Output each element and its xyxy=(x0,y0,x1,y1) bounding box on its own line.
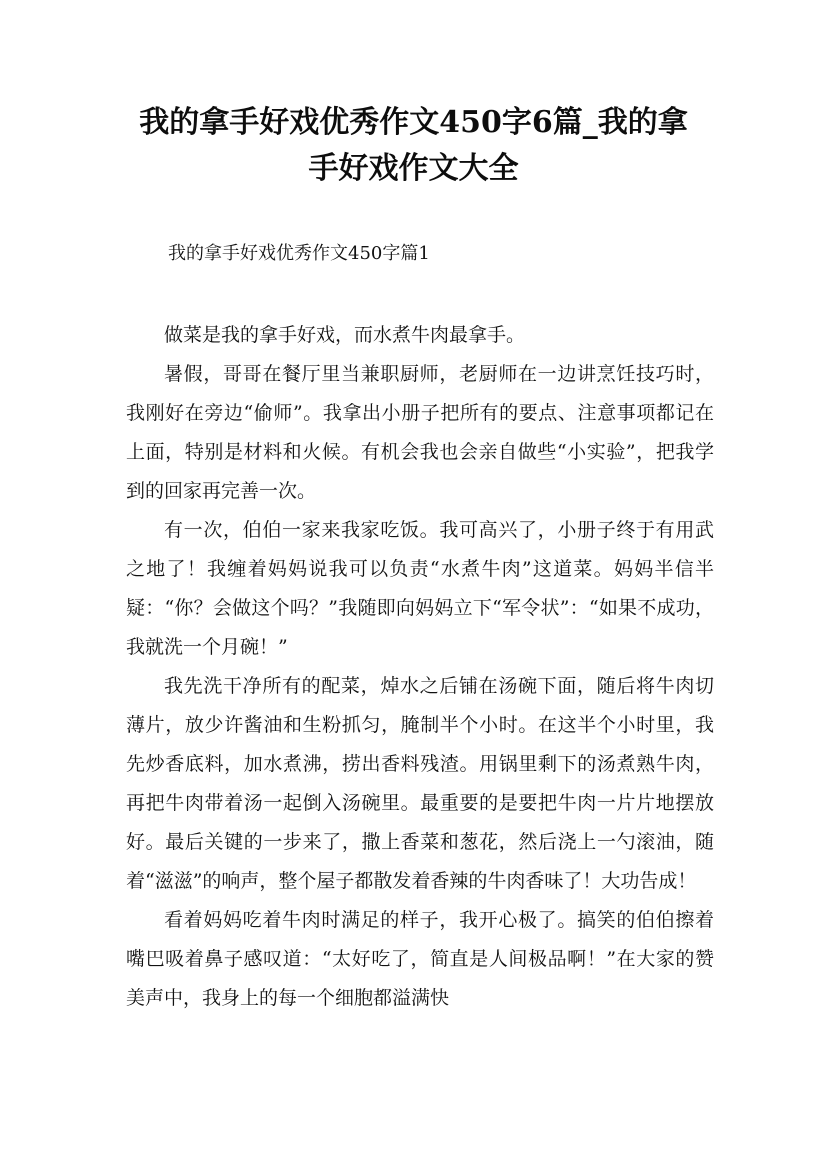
paragraph: 做菜是我的拿手好戏，而水煮牛肉最拿手。 xyxy=(164,324,526,346)
paragraph: 看着妈妈吃着牛肉时满足的样子，我开心极了。搞笑的伯伯擦着嘴巴吸着鼻子感叹道：“太好吃了，简直是人间极品啊！”在大家的赞美声中，我身上的每一个细胞都溢满快 xyxy=(126,909,714,1009)
title-line-1: 我的拿手好戏优秀作文450字6篇_我的拿 xyxy=(139,105,688,140)
section-heading: 我的拿手好戏优秀作文450字篇1 xyxy=(168,243,430,264)
document-title xyxy=(100,100,727,192)
paragraph: 我先洗干净所有的配菜，焯水之后铺在汤碗下面，随后将牛肉切薄片，放少许酱油和生粉抓匀，腌制半个小时。在这半个小时里，我先炒香底料，加水煮沸，捞出香料残渣。用锅里剩下的汤煮熟牛肉，再把牛肉带着汤一起倒入汤碗里。最重要的是要把牛肉一片片地摆放好。最后关键的一步来了，撒上香菜和葱花，然后浇上一勺滚油，随着“滋滋”的响声，整个屋子都散发着香辣的牛肉香味了！大功告成！ xyxy=(126,675,714,892)
paragraph: 暑假，哥哥在餐厅里当兼职厨师，老厨师在一边讲烹饪技巧时，我刚好在旁边“偷师”。我拿出小册子把所有的要点、注意事项都记在上面，特别是材料和火候。有机会我也会亲自做些“小实验”，把我学到的回家再完善一次。 xyxy=(126,363,714,502)
title-line-2: 手好戏作文大全 xyxy=(308,151,519,186)
paragraph: 有一次，伯伯一家来我家吃饭。我可高兴了，小册子终于有用武之地了！我缠着妈妈说我可以负责“水煮牛肉”这道菜。妈妈半信半疑：“你？会做这个吗？”我随即向妈妈立下“军令状”：“如果不成功，我就洗一个月碗！” xyxy=(126,519,714,658)
article-body xyxy=(126,316,714,1018)
